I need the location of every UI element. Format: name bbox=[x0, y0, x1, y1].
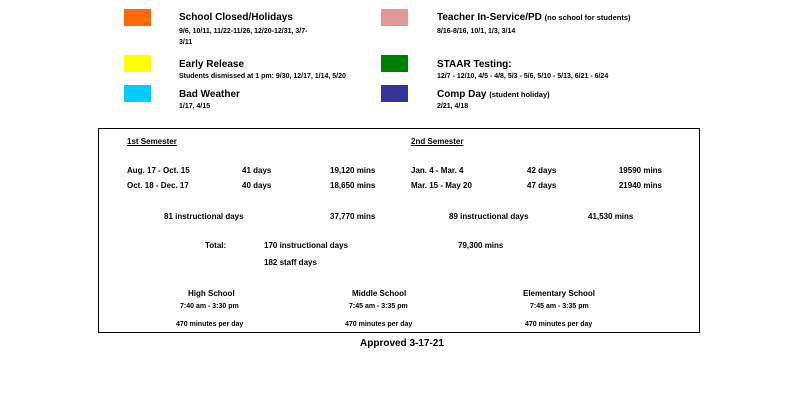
teacher-inservice-title-text: Teacher In-Service/PD bbox=[437, 12, 542, 23]
comp-day-swatch bbox=[381, 85, 408, 102]
bad-weather-dates: 1/17, 4/15 bbox=[179, 103, 211, 110]
school-elementary-name: Elementary School bbox=[523, 289, 596, 298]
school-middle-minutes: 470 minutes per day bbox=[345, 321, 413, 328]
school-closed-dates-1: 9/6, 10/11, 11/22-11/26, 12/20-12/31, 3/7- bbox=[179, 28, 308, 35]
school-high-hours: 7:40 am - 3:30 pm bbox=[180, 303, 239, 310]
s2-row2-range: Mar. 15 - May 20 bbox=[411, 181, 472, 190]
total-mins: 79,300 mins bbox=[458, 241, 504, 250]
school-middle-name: Middle School bbox=[352, 289, 407, 298]
school-elementary-hours: 7:45 am - 3:35 pm bbox=[530, 303, 589, 310]
bad-weather-title: Bad Weather bbox=[179, 89, 240, 100]
s2-row1-days: 42 days bbox=[527, 166, 557, 175]
s1-row1-days: 41 days bbox=[242, 166, 272, 175]
total-label: Total: bbox=[205, 241, 227, 250]
teacher-inservice-dates: 8/16-8/16, 10/1, 1/3, 3/14 bbox=[437, 28, 516, 35]
total-staff-days: 182 staff days bbox=[264, 258, 317, 267]
comp-day-dates: 2/21, 4/18 bbox=[437, 103, 469, 110]
s2-total-mins: 41,530 mins bbox=[588, 212, 634, 221]
early-release-swatch bbox=[124, 55, 151, 72]
s2-row2-days: 47 days bbox=[527, 181, 557, 190]
s1-row1-mins: 19,120 mins bbox=[330, 166, 376, 175]
staar-testing-swatch bbox=[381, 55, 408, 72]
comp-day-note: (student holiday) bbox=[489, 90, 550, 99]
school-closed-swatch bbox=[124, 9, 151, 26]
s2-total-days: 89 instructional days bbox=[449, 212, 529, 221]
total-instructional-days: 170 instructional days bbox=[264, 241, 349, 250]
school-closed-dates-2: 3/11 bbox=[179, 39, 193, 46]
staar-testing-dates: 12/7 - 12/10, 4/5 - 4/8, 5/3 - 5/6, 5/10 - 5/13, 6/21 - 6/24 bbox=[437, 73, 609, 80]
early-release-title: Early Release bbox=[179, 59, 245, 70]
teacher-inservice-note: (no school for students) bbox=[544, 13, 631, 22]
s1-total-mins: 37,770 mins bbox=[330, 212, 376, 221]
school-closed-title: School Closed/Holidays bbox=[179, 12, 293, 23]
school-middle-hours: 7:45 am - 3:35 pm bbox=[349, 303, 408, 310]
bad-weather-swatch bbox=[124, 85, 151, 102]
s1-row1-range: Aug. 17 - Oct. 15 bbox=[127, 166, 190, 175]
approved-label: Approved 3-17-21 bbox=[360, 338, 444, 349]
s2-row1-mins: 19590 mins bbox=[618, 166, 662, 175]
s1-total-days: 81 instructional days bbox=[164, 212, 244, 221]
s1-row2-range: Oct. 18 - Dec. 17 bbox=[127, 181, 189, 190]
semester1-heading: 1st Semester bbox=[127, 137, 177, 146]
comp-day-title-text: Comp Day bbox=[437, 89, 487, 100]
comp-day-title bbox=[437, 89, 550, 100]
school-high-minutes: 470 minutes per day bbox=[176, 321, 244, 328]
s1-row2-days: 40 days bbox=[242, 181, 272, 190]
school-elementary-minutes: 470 minutes per day bbox=[525, 321, 593, 328]
teacher-inservice-swatch bbox=[381, 9, 408, 26]
early-release-dates: Students dismissed at 1 pm: 9/30, 12/17, 1/14, 5/20 bbox=[179, 73, 346, 80]
teacher-inservice-title bbox=[437, 12, 631, 23]
s2-row2-mins: 21940 mins bbox=[618, 181, 662, 190]
semester2-heading: 2nd Semester bbox=[411, 137, 464, 146]
s1-row2-mins: 18,650 mins bbox=[330, 181, 376, 190]
s2-row1-range: Jan. 4 - Mar. 4 bbox=[411, 166, 464, 175]
staar-testing-title: STAAR Testing: bbox=[437, 59, 512, 70]
school-high-name: High School bbox=[188, 289, 235, 298]
